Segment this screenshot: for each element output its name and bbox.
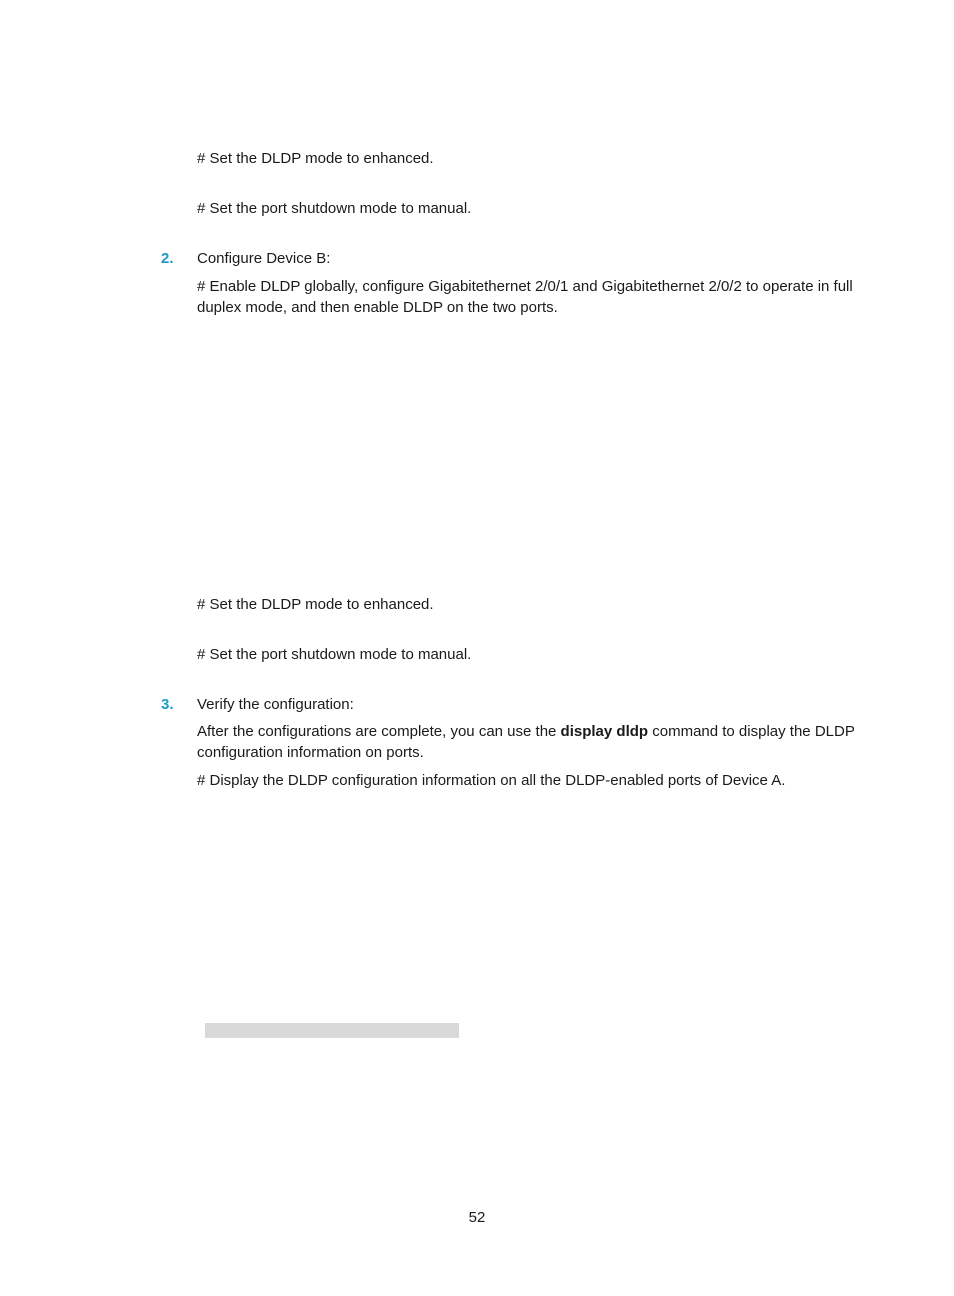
page-number: 52: [468, 1209, 486, 1226]
gray-highlight-bar: [205, 1023, 459, 1038]
step-3-desc-after: command to display the DLDP configuration information on ports.: [197, 723, 855, 761]
step-2-description: # Enable DLDP globally, configure Gigabitethernet 2/0/1 and Gigabitethernet 2/0/2 to operate in full duplex mode, and then enable DLDP on the two ports.: [197, 278, 853, 316]
step-3-title: Verify the configuration:: [197, 696, 354, 713]
step-3-desc-before: After the configurations are complete, you can use the: [197, 723, 561, 740]
step-2-number: 2.: [161, 250, 174, 267]
set-shutdown-note-device-a: # Set the port shutdown mode to manual.: [197, 200, 472, 217]
display-note: # Display the DLDP configuration information on all the DLDP-enabled ports of Device A.: [197, 772, 786, 789]
step-3-number: 3.: [161, 696, 174, 713]
step-3-description: [197, 721, 869, 763]
set-mode-note-device-a: # Set the DLDP mode to enhanced.: [197, 150, 434, 167]
set-shutdown-note-device-b: # Set the port shutdown mode to manual.: [197, 646, 472, 663]
set-mode-note-device-b: # Set the DLDP mode to enhanced.: [197, 596, 434, 613]
display-dldp-command: display dldp: [560, 723, 649, 740]
step-2-title: Configure Device B:: [197, 250, 331, 267]
